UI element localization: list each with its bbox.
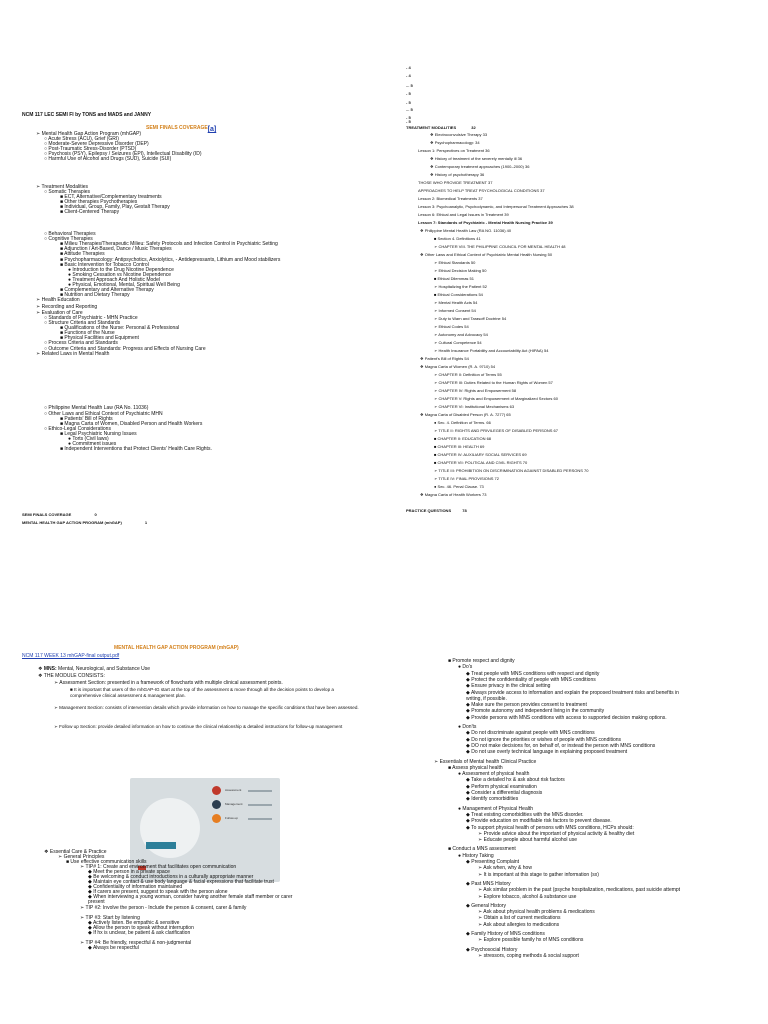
coverage-page [0,0,384,520]
toc-entry[interactable]: ■ Ethical Considerations 54 [434,292,483,297]
mns-label: MNS: [43,666,57,672]
coverage-item: ■ Psychopharmacology: Antipsychotics, Anxiolytics, - Antidepressants, Lithium and Mood stabilizers [60,257,281,263]
coverage-item: ■ ECT, Alternative/Complementary treatments [60,194,162,200]
coverage-item: ■ Qualifications of the Nurse: Personal & Professional [60,325,180,331]
coverage-item: ○ Philippine Mental Health Law (RA No. 11036) [44,405,149,411]
clinical-practice-item: ◆ Family History of MNS conditions [466,931,545,937]
toc-entry-practice[interactable] [406,509,467,513]
essential-care-item: ◆ Always be respectful [88,945,139,951]
coverage-item: ■ Adjunction / Art-Based, Dance / Music Therapies [60,246,172,252]
essential-care-item: ◆ Maintain eye contact & use body language & facial expressions that facilitate trust [88,879,274,885]
management-section: ➢ Management Section: consists of intervention details which provide information on how to manage the specific conditions that have been assessed. [54,705,359,710]
coverage-item: ■ Complementary and Alternative Therapy [60,287,154,293]
coverage-item: ■ Basic Intervention for Tobacco Control [60,262,149,268]
comment-tag-link[interactable]: [a] [207,126,217,133]
figure-book-icon [146,842,176,849]
toc-entry[interactable]: ❖ Patient's Bill of Rights 54 [420,356,469,361]
essential-care-item: ◆ If hx is unclear, be patient & ask clarification [88,930,191,936]
clinical-practice-item: ➢ Essentials of Mental health Clinical Practice [434,758,537,765]
figure-module-icon [212,814,221,823]
toc-entry[interactable]: Lesson 1: Perspectives on Treatment 36 [418,148,490,153]
essential-care-item: ❖ Essential Care & Practice [44,849,107,855]
clinical-practice-item: ■ Promote respect and dignity [448,658,515,664]
coverage-item: ■ Milieu Therapies/Therapeutic Milieu: Safety Protocols and Infection Control in Psychiatric Setting [60,241,278,247]
essential-care-item: ➢ TIP #3: Start by listening [80,915,140,921]
essential-care-item: ◆ Allow the person to speak without interruption [88,925,194,931]
module-consists: ❖ THE MODULE CONSISTS: [38,673,105,679]
toc-entry[interactable]: ❖ Magna Carta of Disabled Person (R. A. 7277) 65 [420,412,511,417]
clinical-practice-item: ➢ Obtain a list of current medications [478,915,561,922]
toc-entry[interactable]: ➢ TITLE II: RIGHTS AND PRIVILEGES OF DISABLED PERSONS 67 [434,428,558,433]
clinical-practice-item: ➢ Explore possible family hx of MNS conditions [478,937,584,944]
toc-entry[interactable]: ❖ Electroconvulsive Therapy 33 [430,132,488,137]
clinical-practice-item: ➢ Provide advice about the important of physical activity & healthy diet [478,830,635,837]
toc-top-entry[interactable]: ... 5 [406,83,413,88]
essential-care-item: ◆ If carers are present, suggest to speak with the person alone [88,889,228,895]
clinical-practice-item: ◆ Promote autonomy and independent living in the community [466,708,605,715]
toc-entry-page: 1 [144,520,148,525]
coverage-heading [146,126,216,133]
toc-top-entry[interactable]: - 5 [406,115,411,120]
toc-heading-label: TREATMENT MODALITIES [406,125,457,130]
toc-entry[interactable]: Lesson 3: Psychoanalytic, Psychodynamic, and Interpersonal Treatment Approaches 38 [418,204,574,209]
toc-entry[interactable]: ➢ Ethical Codes 54 [434,324,469,329]
toc-entry[interactable]: ➢ Autonomy and Advocacy 54 [434,332,488,337]
clinical-practice-item: ◆ Make sure the person provides consent to treatment [466,702,587,709]
essential-care-item: ◆ When interviewing a young woman, consider having another female staff member or carer [88,894,293,900]
mhgap-pdf-link[interactable]: NCM 117 WEEK 13 mhGAP-final output.pdf [22,653,120,659]
clinical-practice-item: ➢ Ask about physical health problems & medications [478,909,595,916]
toc-entry[interactable]: ➢ Duty to Warn and Tarasoff Doctrine 54 [434,316,507,321]
toc-entry[interactable]: Lesson 2: Biomedical Treatments 37 [418,196,483,201]
clinical-practice-item: ■ Assess physical health [448,764,503,771]
coverage-item: ■ Individual, Group, Family, Play, Gestalt Therapy [60,204,170,210]
toc-top-entry[interactable]: ... 5 [406,107,413,112]
toc-entry[interactable]: ➢ CHAPTER V: Rights and Empowerment of Marginalized Sectors 60 [434,396,558,401]
toc-entry[interactable]: ➢ Cultural Competence 54 [434,340,482,345]
clinical-practice-item: ◆ General History [466,902,506,909]
toc-entry[interactable]: ➢ CHAPTER II: Definition of Terms 55 [434,372,502,377]
toc-continued-page [384,0,768,520]
coverage-item: ○ Somatic Therapies [44,189,91,195]
coverage-item: ○ Post-Traumatic Stress-Disorder (PTSD) [44,146,137,152]
essential-care-item: ◆ Actively listen. Be empathic & sensitive [88,920,180,926]
toc-top-entry[interactable]: - 4 [406,65,411,70]
clinical-practice-item: ◆ Provide education on modifiable risk factors to prevent disease. [466,818,612,825]
figure-module-label: Management [225,802,243,806]
toc-entry-label: PRACTICE QUESTIONS [406,508,452,513]
essential-care-item: ➢ TIP #2: Involve the person - Include the person & consent, carer & family [80,905,247,911]
mns-definition: ❖ MNS: Mental, Neurological, and Substance Use [38,666,151,672]
coverage-item: ○ Harmful Use of Alcohol and Drugs (SUD), Suicide (SUI) [44,156,172,162]
clinical-practice-item: ◆ Always provide access to information and explain the proposed treatment risks and benefits in [466,689,679,696]
clinical-practice-item: ➢ It is important at this stage to gather information (sx) [478,871,599,878]
toc-entry[interactable]: ➢ Mental Health Acts 54 [434,300,478,305]
coverage-item: ● Physical, Emotional, Mental, Spiritual Well Being [68,282,180,288]
coverage-heading-text: SEMI FINALS COVERAGE [146,125,208,131]
figure-module-bar [248,790,272,792]
coverage-item: ➢ Treatment Modalities [36,184,88,190]
clinical-practice-item: ◆ Do not use overly technical language in explaining proposed treatment [466,749,628,756]
toc-entry-page: 78 [462,508,467,513]
coverage-item: ■ Magna Carta of Women, Disabled Person and Health Workers [60,421,203,427]
toc-entry[interactable]: ❖ Other Laws and Ethical Context of Psychiatric Mental Health Nursing 50 [420,252,553,257]
toc-entry-mhgap[interactable] [22,521,147,525]
clinical-practice-item: ◆ Psychosocial History [466,946,518,953]
coverage-item: ■ Legal Psychiatric Nursing Issues [60,431,137,437]
clinical-practice-item: ◆ Protect the confidentiality of people with MNS conditions [466,676,596,683]
coverage-item: ➢ Recording and Reporting [36,304,98,310]
toc-top-entry[interactable]: - 5 [406,119,411,124]
toc-entry[interactable]: ➢ Health Insurance Portability and Accountability Act (HIPAA) 54 [434,348,549,353]
document-title: NCM 117 LEC SEMI FI by TONS and MADS and JANNY [22,112,152,118]
toc-entry[interactable]: ❖ Contemporary treatment approaches (1900–2000) 36 [430,164,530,169]
coverage-item: ➢ Related Laws in Mental Health [36,351,110,357]
mhgap-title: MENTAL HEALTH GAP ACTION PROGRAM (mhGAP) [114,645,239,651]
coverage-item: ○ Moderate-Severe Depressive Disorder (DEP) [44,141,149,147]
toc-entry[interactable]: ■ CHAPTER II: EDUCATION 68 [434,436,492,441]
clinical-practice-item: ◆ Ensure privacy in the clinical setting [466,683,551,690]
toc-entry[interactable]: ➢ CHAPTER VI: Institutional Mechanisms 63 [434,404,515,409]
coverage-item: ● Smoking Cessation vs Nicotine Dependence [68,272,172,278]
clinical-practice-item: ● Assessment of physical health [458,771,530,778]
figure-module-bar [248,804,272,806]
coverage-item: ● Treatment Approach And Holistic Model [68,277,160,283]
mns-text: Mental, Neurological, and Substance Use [56,666,151,672]
toc-entry[interactable]: ■ CHAPTER III: HEALTH 69 [434,444,485,449]
toc-top-entry[interactable]: - 5 [406,100,411,105]
coverage-item: ➢ Evaluation of Care [36,310,83,316]
followup-section: ➢ Follow up Section: provide detailed information on how to continue the clinical relationship & detailed instructions for follow-up management [54,724,343,729]
toc-heading-treatment[interactable] [406,126,476,130]
toc-entry[interactable]: Lesson 7: Standards of Psychiatric - Mental Health Nursing Practice 39 [418,220,553,225]
clinical-practice-item: ➢ Ask when, why & how [478,865,532,872]
essential-care-item: present [88,899,105,905]
clinical-practice-item: ➢ Ask similar problem in the past (psyche hospitalization, medications, past suicide attempt [478,887,681,894]
essential-care-item: ➢ General Principles [58,854,105,860]
clinical-practice-item: ➢ Explore tobacco, alcohol & substance use [478,893,577,900]
essential-care-item: ■ Use effective communication skills [66,859,147,865]
toc-heading-page: 32 [471,125,476,130]
toc-entry[interactable]: ■ CHAPTER VII: POLITICAL AND CIVIL RIGHTS 70 [434,460,528,465]
figure-module-label: Follow-up [225,816,239,820]
toc-entry[interactable]: Lesson 6: Ethical and Legal Issues in Treatment 39 [418,212,509,217]
coverage-item: ○ Acute Stress (ACU), Grief (GRI) [44,136,119,142]
coverage-item: ■ Functions of the Nurse [60,330,115,336]
coverage-item: ○ Other Laws and Ethical Context of Psychiatric MHN [44,411,163,417]
toc-entry-semi-finals[interactable] [22,513,97,517]
clinical-practice-item: ■ Conduct a MNS assessment [448,846,516,853]
coverage-item: ○ Process Criteria and Standards [44,340,118,346]
toc-entry[interactable]: ➢ Informed Consent 54 [434,308,476,313]
figure-module-icon [212,786,221,795]
clinical-practice-item: ◆ DO not make decisions for, on behalf of, or instead the person with MNS conditions [466,742,656,749]
clinical-practice-item: ◆ Presenting Complaint [466,859,520,865]
toc-entry[interactable]: ➢ Ethical Standards 50 [434,260,476,265]
mhgap-page [0,640,384,1024]
clinical-practice-item: writing, if possible. [466,695,507,702]
clinical-practice-item: ◆ Provide persons with MNS conditions with access to supported decision making options. [466,714,667,721]
clinical-practice-item: ◆ Do not ignore the priorities or wishes of people with MNS conditions [466,736,622,743]
clinical-practice-page [384,640,768,1024]
coverage-item: ■ Client-Centered Therapy [60,209,120,215]
coverage-item: ○ Cognitive Therapies [44,236,93,242]
toc-entry[interactable]: ➢ CHAPTER IV: Rights and Empowerment 58 [434,388,517,393]
toc-entry[interactable]: ❖ Psychopharmacology: 34 [430,140,480,145]
toc-entry[interactable]: ❖ Magna Carta of Women (R. A. 9710) 54 [420,364,496,369]
toc-entry[interactable]: ● Sec. 4. Definition of Terms. 66 [434,420,491,425]
coverage-item: ● Torts (Civil laws) [68,436,109,442]
toc-entry[interactable]: ❖ History of treatment of the severely mentally ill 36 [430,156,523,161]
clinical-practice-item: ◆ To support physical health of persons with MNS conditions, HCPs should: [466,824,634,831]
figure-circle [140,798,200,858]
figure-module-bar [248,818,272,820]
clinical-practice-item: ● Do's [458,664,473,671]
toc-entry[interactable]: ■ Ethical Dilemmas 51 [434,276,474,281]
toc-entry-label: MENTAL HEALTH GAP ACTION PROGRAM (mhGAP) [22,520,122,525]
toc-entry[interactable]: ➢ Hospitalizing the Patient 52 [434,284,487,289]
essential-care-item: ➢ TIP #4: Be friendly, respectful & non-judgmental [80,940,192,946]
assessment-note: ■ It is important that users of the mhGAP-IG start at the top of the assessment & move through all the decision points to develop a comprehensive clinical assessment & management plan. [70,687,334,698]
toc-top-entry[interactable]: - 5 [406,91,411,96]
clinical-practice-item: ● History Taking [458,852,494,859]
coverage-item: ■ Nutrition and Dietary Therapy [60,292,130,298]
clinical-practice-item: ● Management of Physical Health [458,805,534,812]
coverage-item: ■ Independent Interventions that Protect Clients' Health Care Rights. [60,446,212,452]
essential-care-item: ◆ Confidentiality of information maintained [88,884,183,890]
essential-care-item: ◆ Be welcoming & conduct introductions in a culturally appropriate manner [88,874,254,880]
clinical-practice-item: ◆ Past MNS History [466,880,511,887]
toc-entry[interactable]: ➢ TITLE III: PROHIBITION ON DISCRIMINATION AGAINST DISABLED PERSONS 70 [434,468,589,473]
clinical-practice-item: ◆ Perform physical examination [466,783,537,790]
toc-entry[interactable]: ❖ Magna Carta of Health Workers 73 [420,492,487,497]
coverage-item: ■ Physical Facilities and Equipment [60,335,139,341]
clinical-practice-item: ◆ Treat people with MNS conditions with respect and dignity [466,670,600,677]
toc-entry[interactable]: ➢ TITLE IV: FINAL PROVISIONS 72 [434,476,499,481]
toc-entry[interactable]: ■ CHAPTER IV: AUXILIARY SOCIAL SERVICES 69 [434,452,527,457]
clinical-practice-item: ◆ Treat existing comorbidities with the MNS disorder. [466,811,584,818]
toc-entry[interactable]: ➢ CHAPTER VIII. THE PHILIPPINE COUNCIL FOR MENTAL HEALTH 48 [434,244,566,249]
coverage-item: ■ Other therapies Psychotherapies [60,199,138,205]
coverage-item: ○ Outcome Criteria and Standards: Progress and Effects of Nursing Care [44,346,206,352]
clinical-practice-item: ◆ Identify comorbidities [466,796,519,803]
toc-entry[interactable]: ● Sec. 46. Penal Clause. 73 [434,484,484,489]
clinical-practice-item: ◆ Take a detailed hx & ask about risk factors [466,777,565,784]
clinical-practice-item: ➢ Ask about allergies to medications [478,921,560,928]
coverage-item: ■ Patients' Bill of Rights [60,416,113,422]
assessment-section: ➢ Assessment Section: presented in a framework of flowcharts with multiple clinical assessment points. [54,680,283,686]
coverage-item: ○ Structure Criteria and Standards [44,320,121,326]
toc-entry-label: SEMI FINALS COVERAGE [22,512,72,517]
essential-care-item: ➢ TIP# 1: Create and environment that facilitates open communication [80,864,237,870]
toc-entry-page: 0 [94,512,97,517]
coverage-item: ● Introduction to the Drug Nicotine Dependence [68,267,174,273]
toc-entry[interactable]: ❖ History of psychotherapy 36 [430,172,485,177]
clinical-practice-item: ● Don'ts [458,724,477,730]
toc-entry[interactable]: ➢ Ethical Decision Making 50 [434,268,487,273]
coverage-item: ■ Attitude Therapies [60,251,105,257]
clinical-practice-item: ◆ Do not discriminate against people with MNS conditions [466,730,595,737]
coverage-item: ● Commitment issues [68,441,117,447]
toc-entry[interactable]: ■ Section 4. Definitions 41 [434,236,481,241]
clinical-practice-item: ◆ Consider a differential diagnosis [466,790,543,796]
clinical-practice-item: ➢ Educate people about harmful alcohol use [478,837,577,844]
coverage-item: ○ Ethico-Legal Considerations [44,426,111,432]
toc-entry[interactable]: ❖ Philippine Mental Health Law (RA NO. 11036) 40 [420,228,512,233]
coverage-item: ○ Behavioral Therapies [44,231,96,237]
figure-module-icon [212,800,221,809]
coverage-item: ○ Standards of Psychiatric - MHN Practice [44,315,138,321]
toc-entry[interactable]: THOSE WHO PROVIDE TREATMENT 37 [418,180,493,185]
coverage-item: ➢ Health Education [36,297,80,303]
coverage-item: ➢ Mental Health Gap Action Program (mhGAP) [36,131,142,137]
essential-care-item: ◆ Meet the person in a private space [88,869,170,875]
clinical-practice-item: ➢ stressors, coping methods & social support [478,952,579,959]
toc-entry[interactable]: ➢ CHAPTER III: Duties Related to the Human Rights of Women 57 [434,380,553,385]
toc-entry[interactable]: APPROACHES TO HELP TREAT PSYCHOLOGICAL CONDITIONS 37 [418,188,545,193]
figure-module-label: Assessment [225,788,242,792]
toc-top-entry[interactable]: - 4 [406,73,411,78]
coverage-item: ○ Psychosis (PSY), Epilepsy / Seizures (EPI), Intellectual Disability (ID) [44,151,202,157]
